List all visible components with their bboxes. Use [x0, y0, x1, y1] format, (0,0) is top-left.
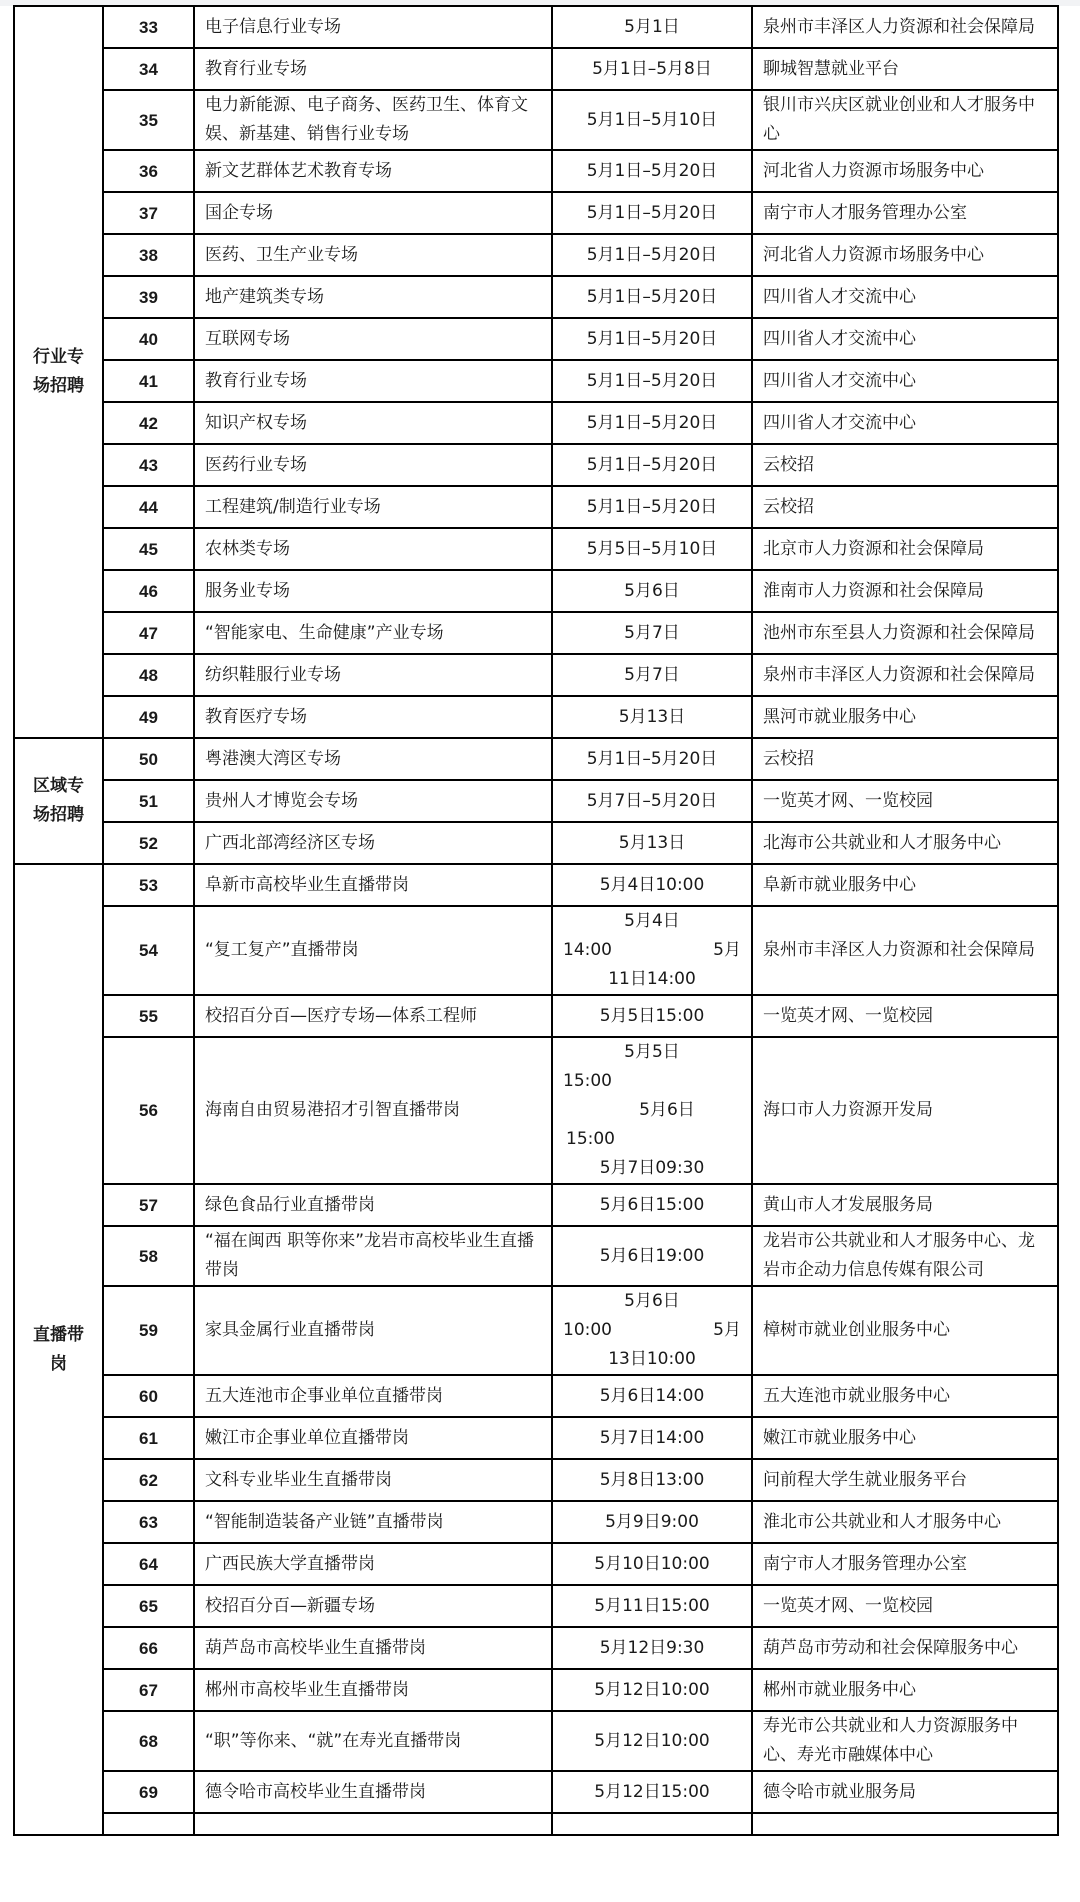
category-cell-region: 区域专场招聘 — [14, 738, 103, 864]
schedule-table — [13, 5, 1059, 1836]
table-row — [14, 150, 1058, 192]
table-row — [14, 1669, 1058, 1711]
row-number: 43 — [103, 444, 194, 486]
organizer: 一览英才网、一览校园 — [752, 1585, 1058, 1627]
event-date: 5月7日 — [552, 612, 752, 654]
event-date: 5月7日14:00 — [552, 1417, 752, 1459]
organizer: 樟树市就业创业服务中心 — [752, 1286, 1058, 1375]
event-date: 5月6日 — [552, 570, 752, 612]
event-date: 5月1日–5月20日 — [552, 234, 752, 276]
event-date: 5月1日–5月20日 — [552, 360, 752, 402]
date-line: 5月7日09:30 — [599, 1158, 705, 1178]
row-number: 48 — [103, 654, 194, 696]
event-name: 电力新能源、电子商务、医药卫生、体育文娱、新基建、销售行业专场 — [194, 90, 552, 150]
row-number: 60 — [103, 1375, 194, 1417]
table-row — [14, 528, 1058, 570]
date-line: 15:00 — [563, 1071, 612, 1091]
event-date: 5月12日10:00 — [552, 1669, 752, 1711]
event-name: 教育医疗专场 — [194, 696, 552, 738]
organizer: 四川省人才交流中心 — [752, 318, 1058, 360]
date-line: 5月6日 — [624, 1291, 680, 1311]
organizer: 淮南市人力资源和社会保障局 — [752, 570, 1058, 612]
row-number: 46 — [103, 570, 194, 612]
row-number: 69 — [103, 1771, 194, 1813]
event-name: 绿色食品行业直播带岗 — [194, 1184, 552, 1226]
event-date: 5月12日10:00 — [552, 1711, 752, 1771]
row-number: 64 — [103, 1543, 194, 1585]
organizer: 北京市人力资源和社会保障局 — [752, 528, 1058, 570]
row-number: 58 — [103, 1226, 194, 1286]
table-row — [14, 360, 1058, 402]
event-name-empty — [194, 1813, 552, 1835]
row-number: 49 — [103, 696, 194, 738]
event-name: 粤港澳大湾区专场 — [194, 738, 552, 780]
row-number: 61 — [103, 1417, 194, 1459]
organizer: 郴州市就业服务中心 — [752, 1669, 1058, 1711]
event-date — [552, 1286, 752, 1375]
organizer: 河北省人力资源市场服务中心 — [752, 234, 1058, 276]
row-number: 51 — [103, 780, 194, 822]
organizer: 问前程大学生就业服务平台 — [752, 1459, 1058, 1501]
category-cell-live: 直播带岗 — [14, 864, 103, 1835]
table-row — [14, 276, 1058, 318]
event-date: 5月1日–5月20日 — [552, 276, 752, 318]
table-row — [14, 780, 1058, 822]
date-line: 15:00 — [566, 1129, 615, 1149]
event-name: 工程建筑/制造行业专场 — [194, 486, 552, 528]
event-name: 广西民族大学直播带岗 — [194, 1543, 552, 1585]
organizer: 泉州市丰泽区人力资源和社会保障局 — [752, 654, 1058, 696]
event-date: 5月7日 — [552, 654, 752, 696]
row-number: 37 — [103, 192, 194, 234]
event-date: 5月13日 — [552, 822, 752, 864]
table-row — [14, 696, 1058, 738]
event-name: 郴州市高校毕业生直播带岗 — [194, 1669, 552, 1711]
row-number: 65 — [103, 1585, 194, 1627]
event-name: 葫芦岛市高校毕业生直播带岗 — [194, 1627, 552, 1669]
event-date: 5月1日–5月20日 — [552, 150, 752, 192]
event-name: 五大连池市企事业单位直播带岗 — [194, 1375, 552, 1417]
table-row — [14, 1417, 1058, 1459]
event-name: 纺织鞋服行业专场 — [194, 654, 552, 696]
event-name: 地产建筑类专场 — [194, 276, 552, 318]
row-number: 41 — [103, 360, 194, 402]
event-name: 校招百分百—医疗专场—体系工程师 — [194, 995, 552, 1037]
row-number: 63 — [103, 1501, 194, 1543]
organizer: 四川省人才交流中心 — [752, 402, 1058, 444]
event-date: 5月6日19:00 — [552, 1226, 752, 1286]
date-line: 5月5日 — [624, 1042, 680, 1062]
date-line: 10:00 — [563, 1320, 612, 1340]
organizer: 泉州市丰泽区人力资源和社会保障局 — [752, 906, 1058, 995]
event-name: 农林类专场 — [194, 528, 552, 570]
row-number: 39 — [103, 276, 194, 318]
event-name: 国企专场 — [194, 192, 552, 234]
row-number: 50 — [103, 738, 194, 780]
event-date: 5月1日–5月20日 — [552, 486, 752, 528]
organizer: 一览英才网、一览校园 — [752, 995, 1058, 1037]
event-name: 文科专业毕业生直播带岗 — [194, 1459, 552, 1501]
event-name: 服务业专场 — [194, 570, 552, 612]
table-row — [14, 906, 1058, 995]
table-row — [14, 48, 1058, 90]
event-date: 5月1日–5月20日 — [552, 738, 752, 780]
table-row — [14, 1543, 1058, 1585]
event-name: 德令哈市高校毕业生直播带岗 — [194, 1771, 552, 1813]
organizer: 泉州市丰泽区人力资源和社会保障局 — [752, 6, 1058, 48]
table-row — [14, 486, 1058, 528]
table-row — [14, 995, 1058, 1037]
organizer: 德令哈市就业服务局 — [752, 1771, 1058, 1813]
table-row — [14, 654, 1058, 696]
table-row-partial — [14, 1813, 1058, 1835]
table-row — [14, 192, 1058, 234]
row-number: 44 — [103, 486, 194, 528]
row-number: 52 — [103, 822, 194, 864]
date-line: 14:00 — [563, 940, 612, 960]
organizer: 黄山市人才发展服务局 — [752, 1184, 1058, 1226]
event-date: 5月4日10:00 — [552, 864, 752, 906]
organizer: 龙岩市公共就业和人才服务中心、龙岩市企动力信息传媒有限公司 — [752, 1226, 1058, 1286]
event-name: 医药、卫生产业专场 — [194, 234, 552, 276]
organizer: 云校招 — [752, 486, 1058, 528]
event-name: “智能家电、生命健康”产业专场 — [194, 612, 552, 654]
event-name: 家具金属行业直播带岗 — [194, 1286, 552, 1375]
event-name: “职”等你来、“就”在寿光直播带岗 — [194, 1711, 552, 1771]
event-name: 教育行业专场 — [194, 360, 552, 402]
event-date: 5月1日–5月20日 — [552, 444, 752, 486]
row-number: 56 — [103, 1037, 194, 1184]
event-date: 5月9日9:00 — [552, 1501, 752, 1543]
organizer: 淮北市公共就业和人才服务中心 — [752, 1501, 1058, 1543]
event-date: 5月1日–5月20日 — [552, 192, 752, 234]
table-row — [14, 738, 1058, 780]
row-number: 36 — [103, 150, 194, 192]
row-number: 57 — [103, 1184, 194, 1226]
organizer: 海口市人力资源开发局 — [752, 1037, 1058, 1184]
table-row — [14, 1286, 1058, 1375]
table-row — [14, 1375, 1058, 1417]
table-row — [14, 1459, 1058, 1501]
organizer: 南宁市人才服务管理办公室 — [752, 1543, 1058, 1585]
event-date: 5月8日13:00 — [552, 1459, 752, 1501]
date-line: 5月4日 — [624, 911, 680, 931]
date-line: 5月6日 — [639, 1100, 695, 1120]
table-row — [14, 822, 1058, 864]
event-date: 5月10日10:00 — [552, 1543, 752, 1585]
row-number-empty — [103, 1813, 194, 1835]
row-number: 33 — [103, 6, 194, 48]
table-row — [14, 864, 1058, 906]
event-date-empty — [552, 1813, 752, 1835]
organizer: 四川省人才交流中心 — [752, 360, 1058, 402]
table-row — [14, 6, 1058, 48]
table-row — [14, 1627, 1058, 1669]
row-number: 53 — [103, 864, 194, 906]
organizer-empty — [752, 1813, 1058, 1835]
event-name: 教育行业专场 — [194, 48, 552, 90]
event-date: 5月1日–5月20日 — [552, 318, 752, 360]
table-row — [14, 1771, 1058, 1813]
event-date: 5月1日–5月20日 — [552, 402, 752, 444]
event-date: 5月13日 — [552, 696, 752, 738]
date-line: 11日14:00 — [608, 969, 696, 989]
event-name: 阜新市高校毕业生直播带岗 — [194, 864, 552, 906]
table-row — [14, 1585, 1058, 1627]
organizer: 云校招 — [752, 738, 1058, 780]
organizer: 寿光市公共就业和人力资源服务中心、寿光市融媒体中心 — [752, 1711, 1058, 1771]
organizer: 嫩江市就业服务中心 — [752, 1417, 1058, 1459]
organizer: 聊城智慧就业平台 — [752, 48, 1058, 90]
table-row — [14, 402, 1058, 444]
row-number: 59 — [103, 1286, 194, 1375]
table-row — [14, 444, 1058, 486]
table-row — [14, 612, 1058, 654]
row-number: 66 — [103, 1627, 194, 1669]
table-row — [14, 1037, 1058, 1184]
event-date: 5月5日15:00 — [552, 995, 752, 1037]
event-date: 5月5日–5月10日 — [552, 528, 752, 570]
date-line-split — [563, 1316, 741, 1345]
organizer: 黑河市就业服务中心 — [752, 696, 1058, 738]
date-line-split — [563, 936, 741, 965]
event-date — [552, 906, 752, 995]
row-number: 47 — [103, 612, 194, 654]
event-date: 5月6日15:00 — [552, 1184, 752, 1226]
event-date: 5月6日14:00 — [552, 1375, 752, 1417]
row-number: 34 — [103, 48, 194, 90]
organizer: 池州市东至县人力资源和社会保障局 — [752, 612, 1058, 654]
event-date: 5月1日 — [552, 6, 752, 48]
organizer: 北海市公共就业和人才服务中心 — [752, 822, 1058, 864]
table-row — [14, 318, 1058, 360]
event-name: 贵州人才博览会专场 — [194, 780, 552, 822]
category-cell-industry: 行业专场招聘 — [14, 6, 103, 738]
row-number: 68 — [103, 1711, 194, 1771]
table-row — [14, 1184, 1058, 1226]
event-name: “智能制造装备产业链”直播带岗 — [194, 1501, 552, 1543]
event-name: 嫩江市企事业单位直播带岗 — [194, 1417, 552, 1459]
event-name: 互联网专场 — [194, 318, 552, 360]
event-name: 校招百分百—新疆专场 — [194, 1585, 552, 1627]
organizer: 银川市兴庆区就业创业和人才服务中心 — [752, 90, 1058, 150]
row-number: 35 — [103, 90, 194, 150]
event-date: 5月7日–5月20日 — [552, 780, 752, 822]
row-number: 54 — [103, 906, 194, 995]
event-name: 知识产权专场 — [194, 402, 552, 444]
organizer: 云校招 — [752, 444, 1058, 486]
row-number: 38 — [103, 234, 194, 276]
event-date: 5月11日15:00 — [552, 1585, 752, 1627]
organizer: 一览英才网、一览校园 — [752, 780, 1058, 822]
date-line: 5月 — [713, 1320, 741, 1340]
row-number: 55 — [103, 995, 194, 1037]
organizer: 河北省人力资源市场服务中心 — [752, 150, 1058, 192]
organizer: 阜新市就业服务中心 — [752, 864, 1058, 906]
organizer: 葫芦岛市劳动和社会保障服务中心 — [752, 1627, 1058, 1669]
event-date: 5月12日9:30 — [552, 1627, 752, 1669]
table-row — [14, 1226, 1058, 1286]
event-date — [552, 1037, 752, 1184]
table-row — [14, 570, 1058, 612]
table-row — [14, 1501, 1058, 1543]
event-name: 新文艺群体艺术教育专场 — [194, 150, 552, 192]
organizer: 五大连池市就业服务中心 — [752, 1375, 1058, 1417]
organizer: 四川省人才交流中心 — [752, 276, 1058, 318]
event-name: 医药行业专场 — [194, 444, 552, 486]
date-line: 5月 — [713, 940, 741, 960]
event-date: 5月12日15:00 — [552, 1771, 752, 1813]
event-date: 5月1日–5月8日 — [552, 48, 752, 90]
row-number: 67 — [103, 1669, 194, 1711]
table-row — [14, 234, 1058, 276]
row-number: 62 — [103, 1459, 194, 1501]
event-name: “复工复产”直播带岗 — [194, 906, 552, 995]
organizer: 南宁市人才服务管理办公室 — [752, 192, 1058, 234]
row-number: 45 — [103, 528, 194, 570]
table-row — [14, 90, 1058, 150]
event-name: 广西北部湾经济区专场 — [194, 822, 552, 864]
event-name: “福在闽西 职等你来”龙岩市高校毕业生直播带岗 — [194, 1226, 552, 1286]
row-number: 42 — [103, 402, 194, 444]
event-date: 5月1日–5月10日 — [552, 90, 752, 150]
row-number: 40 — [103, 318, 194, 360]
event-name: 海南自由贸易港招才引智直播带岗 — [194, 1037, 552, 1184]
date-line: 13日10:00 — [608, 1349, 696, 1369]
table-row — [14, 1711, 1058, 1771]
event-name: 电子信息行业专场 — [194, 6, 552, 48]
